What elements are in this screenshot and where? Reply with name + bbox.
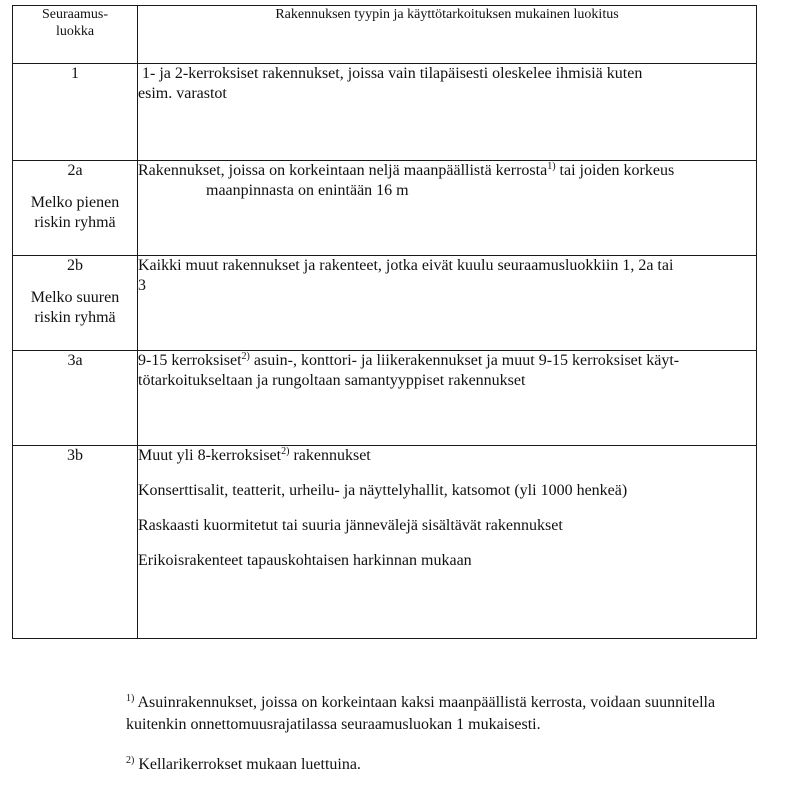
header-col1-line1: Seuraamus- — [41, 7, 109, 22]
description-text: tai joiden korkeus — [555, 162, 675, 179]
class-label: 3b — [67, 447, 83, 464]
consequence-class-table — [12, 5, 757, 639]
footnote-1 — [126, 692, 786, 736]
class-cell — [13, 64, 138, 161]
description-line: 3 — [138, 277, 146, 294]
description-line: Kaikki muut rakennukset ja rakenteet, jotka eivät kuulu seuraamusluokkiin 1, 2a tai — [138, 257, 674, 274]
header-col2-text: Rakennuksen tyypin ja käyttötarkoituksen mukainen luokitus — [275, 7, 619, 22]
footnotes — [126, 692, 786, 794]
description-text: Muut yli 8-kerroksiset — [138, 447, 282, 464]
footnote-line: kuitenkin onnettomuusrajatilassa seuraamusluokan 1 mukaisesti. — [126, 716, 541, 733]
description-paragraph: Konserttisalit, teatterit, urheilu- ja näyttelyhallit, katsomot (yli 1000 henkeä) — [138, 482, 628, 499]
header-consequence-class — [13, 6, 138, 64]
description-cell — [138, 161, 757, 256]
description-line — [138, 351, 756, 371]
description-paragraph — [138, 446, 756, 466]
table-row — [13, 446, 757, 639]
table-row — [13, 64, 757, 161]
footnote-mark: 2) — [126, 755, 135, 766]
description-line: tötarkoitukseltaan ja rungoltaan samantyyppiset rakennukset — [138, 372, 526, 389]
footnote-2 — [126, 754, 786, 776]
description-line: maanpinnasta on enintään 16 m — [206, 182, 409, 199]
table-row — [13, 256, 757, 351]
description-text: 9-15 kerroksiset — [138, 352, 242, 369]
footnote-text: Asuinrakennukset, joissa on korkeintaan kaksi maanpäällistä kerrosta, voidaan suunnitella — [134, 694, 716, 711]
class-label: 3a — [67, 352, 83, 369]
description-line: esim. varastot — [138, 85, 227, 102]
footnote-ref: 2) — [241, 351, 250, 362]
header-col1-line2: luokka — [55, 24, 95, 39]
table-row — [13, 351, 757, 446]
description-text: Rakennukset, joissa on korkeintaan neljä maanpäällistä kerrosta — [138, 162, 548, 179]
description-line: 1- ja 2-kerroksiset rakennukset, joissa vain tilapäisesti oleskelee ihmisiä kuten — [138, 65, 643, 82]
class-label: 2a — [67, 162, 83, 179]
footnote-ref: 1) — [547, 161, 556, 172]
table-row — [13, 161, 757, 256]
description-paragraph: Erikoisrakenteet tapauskohtaisen harkinnan mukaan — [138, 552, 472, 569]
class-cell — [13, 351, 138, 446]
description-cell — [138, 64, 757, 161]
description-cell — [138, 351, 757, 446]
description-text: rakennukset — [289, 447, 371, 464]
class-label: 2b — [67, 257, 83, 274]
description-cell — [138, 446, 757, 639]
class-subtitle: riskin ryhmä — [34, 309, 116, 326]
class-subtitle: Melko pienen — [30, 194, 120, 211]
class-subtitle: Melko suuren — [30, 289, 120, 306]
class-subtitle: riskin ryhmä — [34, 214, 116, 231]
header-classification — [138, 6, 757, 64]
footnote-mark: 1) — [126, 693, 135, 704]
footnote-text: Kellarikerrokset mukaan luettuina. — [134, 756, 361, 773]
footnote-ref: 2) — [281, 446, 290, 457]
class-cell — [13, 161, 138, 256]
description-line — [138, 161, 756, 181]
table-header-row — [13, 6, 757, 64]
class-cell — [13, 256, 138, 351]
description-cell — [138, 256, 757, 351]
class-cell — [13, 446, 138, 639]
description-text: asuin-, konttori- ja liikerakennukset ja muut 9-15 kerroksiset käyt- — [249, 352, 680, 369]
description-paragraph: Raskaasti kuormitetut tai suuria jännevälejä sisältävät rakennukset — [138, 517, 563, 534]
class-label: 1 — [71, 65, 79, 82]
footnote-line — [126, 692, 786, 714]
